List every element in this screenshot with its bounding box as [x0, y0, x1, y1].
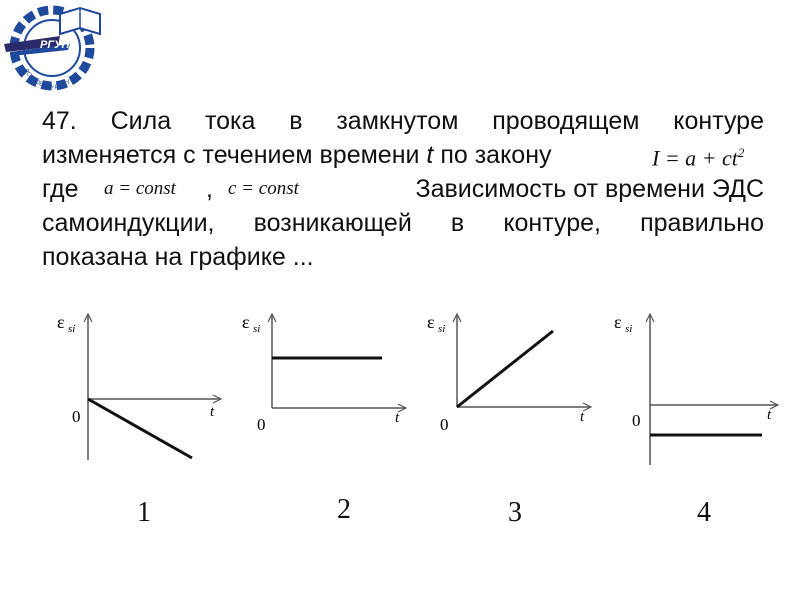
question-word: тока — [204, 107, 256, 135]
graph-3 — [425, 310, 595, 470]
y-axis-label: ε — [614, 312, 622, 332]
x-axis-label: t — [210, 404, 215, 420]
y-axis-subscript: si — [253, 323, 261, 335]
y-axis-label: ε — [427, 312, 435, 332]
origin-label: 0 — [632, 411, 641, 430]
origin-label: 0 — [440, 415, 449, 434]
x-axis-label: t — [580, 409, 585, 425]
university-logo — [0, 0, 118, 92]
graph-number-3: 3 — [508, 497, 522, 528]
question-line-1 — [42, 104, 764, 138]
y-axis-label: ε — [57, 312, 65, 332]
question-text — [42, 104, 764, 274]
x-axis-label: t — [767, 407, 772, 423]
question-word: самоиндукции, — [42, 209, 215, 237]
formula-c-const: c = const — [228, 178, 299, 199]
origin-label: 0 — [257, 415, 266, 434]
question-word: правильно — [640, 209, 764, 237]
time-variable: t — [426, 141, 434, 169]
graph-number-2: 2 — [337, 494, 351, 525]
y-axis-subscript: si — [438, 323, 446, 335]
question-line-2 — [42, 138, 764, 172]
question-text-fragment: Зависимость от времени ЭДС — [415, 175, 764, 203]
y-axis-subscript: si — [625, 323, 633, 335]
question-text-fragment: изменяется с течением времени — [42, 141, 420, 169]
logo-emblem-icon — [0, 0, 118, 92]
question-word: проводящем — [492, 107, 640, 135]
graph-number-1: 1 — [137, 497, 151, 528]
logo-name: РГУПС — [40, 39, 78, 51]
y-axis-subscript: si — [68, 323, 76, 335]
y-axis-label: ε — [242, 312, 250, 332]
graph-4 — [612, 310, 782, 470]
emf-curve — [88, 399, 192, 458]
current-law-formula — [652, 136, 744, 175]
question-word: Сила — [110, 107, 172, 135]
question-word: замкнутом — [336, 107, 459, 135]
question-word: в — [289, 107, 303, 135]
question-text-fragment: где — [42, 175, 79, 203]
graph-number-4: 4 — [697, 497, 711, 528]
logo-subtitle: РОСТОВ-НА-ДОНУ — [22, 68, 72, 91]
question-text-fragment: показана на графике ... — [42, 243, 314, 271]
question-word: возникающей — [253, 209, 412, 237]
formula-a-const: a = const — [104, 178, 176, 199]
emf-curve — [457, 331, 553, 407]
graph-2 — [240, 310, 410, 470]
question-line-4 — [42, 206, 764, 240]
question-word: контуре, — [503, 209, 601, 237]
question-word: контуре — [673, 107, 764, 135]
question-line-3 — [42, 172, 764, 206]
question-line-5 — [42, 240, 764, 274]
formula-exponent: 2 — [737, 145, 745, 160]
question-text-fragment: по закону — [440, 141, 552, 169]
question-word: в — [450, 209, 465, 237]
formula-main: I = a + ct — [652, 145, 738, 171]
graph-1 — [55, 310, 225, 470]
comma: , — [206, 175, 213, 203]
question-number: 47. — [42, 107, 77, 135]
x-axis-label: t — [395, 410, 400, 426]
origin-label: 0 — [72, 407, 81, 426]
